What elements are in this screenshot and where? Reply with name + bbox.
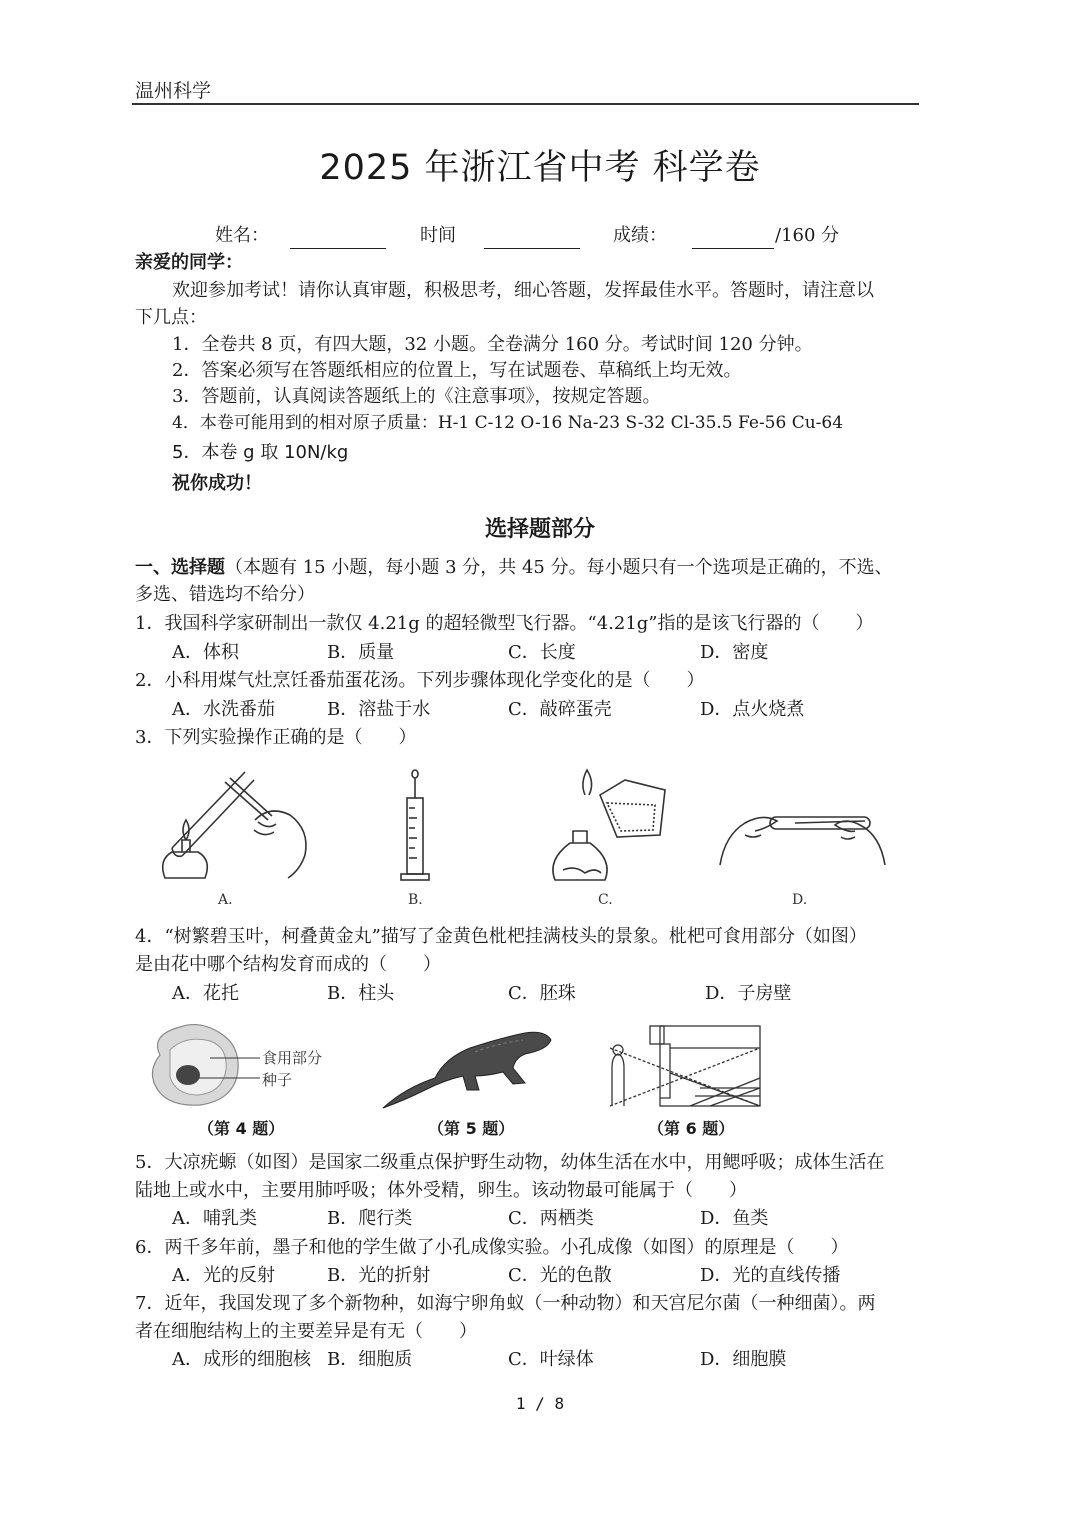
option-a: A．哺乳类 bbox=[172, 1208, 257, 1229]
figure-caption: （第 5 题） bbox=[428, 1119, 515, 1138]
figure-3b-label: B. bbox=[408, 892, 423, 908]
wish-text: 祝你成功！ bbox=[172, 473, 262, 494]
page-number: 1 / 8 bbox=[515, 1394, 565, 1413]
option-a: A．成形的细胞核 bbox=[172, 1349, 311, 1370]
note-item: 5．本卷 g 取 10N/kg bbox=[172, 442, 349, 463]
note-item: 2．答案必须写在答题纸相应的位置上，写在试题卷、草稿纸上均无效。 bbox=[172, 360, 742, 381]
question-4-stem-line-2: 是由花中哪个结构发育而成的（ ） bbox=[135, 954, 441, 975]
figure-3d-test-tube-illustration bbox=[715, 795, 890, 870]
time-label: 时间 bbox=[420, 225, 456, 246]
option-b: B．爬行类 bbox=[327, 1208, 413, 1229]
question-5-stem-line-1: 5．大凉疣螈（如图）是国家二级重点保护野生动物，幼体生活在水中，用鳃呼吸；成体生活在 bbox=[135, 1152, 885, 1173]
option-d: D．光的直线传播 bbox=[700, 1265, 841, 1286]
name-blank bbox=[290, 232, 386, 249]
part1-heading bbox=[135, 556, 893, 580]
option-b: B．柱头 bbox=[327, 983, 395, 1004]
figure-3b-cylinder-illustration bbox=[395, 768, 435, 888]
figure-3c-label: C. bbox=[598, 892, 613, 908]
question-2-stem: 2．小科用煤气灶烹饪番茄蛋花汤。下列步骤体现化学变化的是（ ） bbox=[135, 670, 705, 691]
intro-line-2: 下几点： bbox=[135, 307, 207, 328]
option-d: D．密度 bbox=[700, 642, 769, 663]
score-blank bbox=[692, 232, 774, 249]
option-b: B．光的折射 bbox=[327, 1265, 431, 1286]
figure-3c-lamp-illustration bbox=[545, 765, 675, 890]
header-rule bbox=[132, 103, 919, 105]
note-item: 4．本卷可能用到的相对原子质量：H-1 C-12 O-16 Na-23 S-32 Cl-35.5 Fe-56 Cu-64 bbox=[172, 413, 844, 433]
question-1-stem: 1．我国科学家研制出一款仅 4.21g 的超轻微型飞行器。“4.21g”指的是该飞行器的（ ） bbox=[135, 613, 874, 634]
header-label: 温州科学 bbox=[135, 80, 212, 102]
figure-6-pinhole-illustration bbox=[600, 1018, 770, 1113]
option-c: C．光的色散 bbox=[508, 1265, 612, 1286]
figure-3d-label: D. bbox=[792, 892, 808, 908]
option-d: D．点火烧煮 bbox=[700, 699, 805, 720]
figure-caption: （第 6 题） bbox=[648, 1119, 735, 1138]
option-c: C．长度 bbox=[508, 642, 576, 663]
option-b: B．溶盐于水 bbox=[327, 699, 431, 720]
page-title: 2025 年浙江省中考 科学卷 bbox=[319, 148, 761, 188]
question-3-stem: 3．下列实验操作正确的是（ ） bbox=[135, 727, 417, 748]
part1-heading-rest: （本题有 15 小题，每小题 3 分，共 45 分。每小题只有一个选项是正确的，不选、 bbox=[225, 557, 893, 578]
option-b: B．细胞质 bbox=[327, 1349, 413, 1370]
option-c: C．两栖类 bbox=[508, 1208, 594, 1229]
intro-line-1: 欢迎参加考试！请你认真审题，积极思考，细心答题，发挥最佳水平。答题时，请注意以 bbox=[172, 280, 874, 301]
option-a: A．光的反射 bbox=[172, 1265, 275, 1286]
part1-heading-bold: 一、选择题 bbox=[135, 557, 225, 578]
figure-4-label-seed: 种子 bbox=[262, 1071, 293, 1089]
option-a: A．体积 bbox=[172, 642, 239, 663]
question-6-stem: 6．两千多年前，墨子和他的学生做了小孔成像实验。小孔成像（如图）的原理是（ ） bbox=[135, 1237, 849, 1258]
score-label: 成绩： bbox=[613, 225, 667, 246]
score-total: /160 分 bbox=[775, 225, 840, 246]
question-7-stem-line-1: 7．近年，我国发现了多个新物种，如海宁卵角蚁（一种动物）和天宫尼尔菌（一种细菌）。两 bbox=[135, 1293, 876, 1314]
greeting: 亲爱的同学： bbox=[135, 252, 243, 273]
question-7-stem-line-2: 者在细胞结构上的主要差异是有无（ ） bbox=[135, 1321, 477, 1342]
option-c: C．叶绿体 bbox=[508, 1349, 594, 1370]
note-item: 1．全卷共 8 页，有四大题，32 小题。全卷满分 160 分。考试时间 120 分钟。 bbox=[172, 334, 813, 355]
question-4-stem-line-1: 4．“树繁碧玉叶，柯叠黄金丸”描写了金黄色枇杷挂满枝头的景象。枇杷可食用部分（如图） bbox=[135, 926, 867, 947]
figure-caption: （第 4 题） bbox=[198, 1119, 285, 1138]
figure-5-salamander-illustration bbox=[375, 1018, 555, 1113]
option-d: D．鱼类 bbox=[700, 1208, 769, 1229]
option-b: B．质量 bbox=[327, 642, 395, 663]
option-c: C．敲碎蛋壳 bbox=[508, 699, 612, 720]
figure-4-label-edible: 食用部分 bbox=[262, 1049, 323, 1067]
option-d: D．细胞膜 bbox=[700, 1349, 787, 1370]
question-5-stem-line-2: 陆地上或水中，主要用肺呼吸；体外受精，卵生。该动物最可能属于（ ） bbox=[135, 1180, 747, 1201]
figure-4-loquat-illustration bbox=[140, 1015, 260, 1110]
figure-3a-heating-illustration bbox=[150, 760, 320, 895]
time-blank bbox=[484, 232, 580, 249]
option-c: C．胚珠 bbox=[508, 983, 576, 1004]
name-label: 姓名： bbox=[215, 225, 269, 246]
note-item: 3．答题前，认真阅读答题纸上的《注意事项》，按规定答题。 bbox=[172, 386, 661, 407]
option-a: A．水洗番茄 bbox=[172, 699, 275, 720]
option-a: A．花托 bbox=[172, 983, 239, 1004]
figure-3a-label: A. bbox=[218, 892, 233, 908]
part1-heading-line-2: 多选、错选均不给分） bbox=[135, 584, 315, 605]
section-title: 选择题部分 bbox=[484, 517, 595, 542]
option-d: D．子房壁 bbox=[705, 983, 792, 1004]
